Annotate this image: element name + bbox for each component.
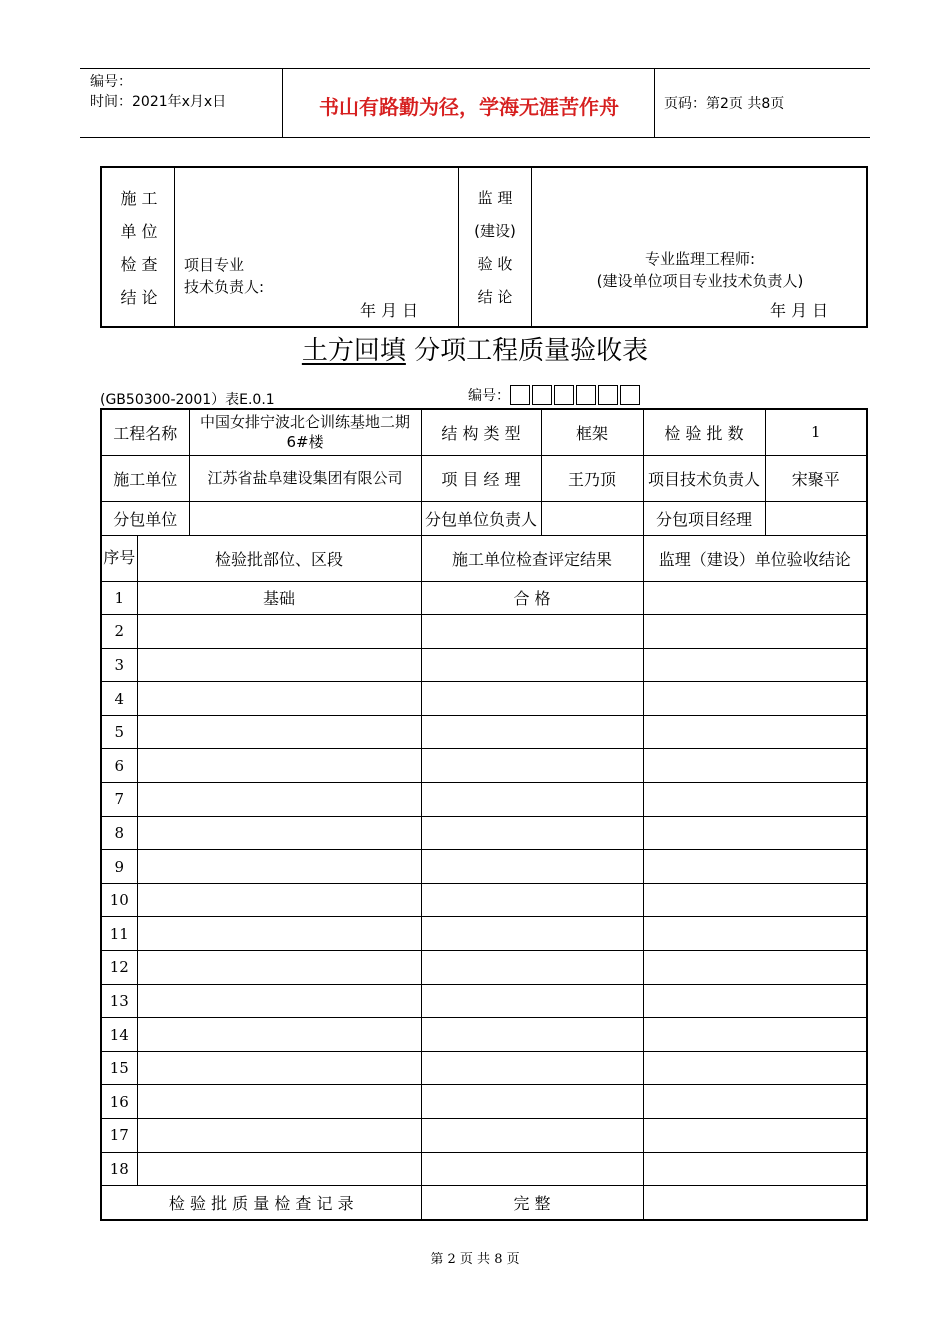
pm-label: 项 目 经 理 [421,455,541,501]
table-row [101,1152,867,1186]
row-result [421,615,643,649]
table-row [101,715,867,749]
row-location [137,1119,421,1153]
row-conclusion [643,850,867,884]
table-row [101,615,867,649]
number-box [510,385,530,405]
row-conclusion [643,648,867,682]
row-number: 10 [101,883,137,917]
contractor-date: 年 月 日 [360,301,419,320]
row-conclusion [643,715,867,749]
row-result [421,1119,643,1153]
table-row [101,1051,867,1085]
batch-count-label: 检 验 批 数 [643,409,765,455]
info-row [101,409,867,455]
table-row [101,883,867,917]
col-seq: 序号 [101,535,137,581]
page-indicator: 页码：第2页 共8页 [664,96,785,112]
table-row [101,783,867,817]
row-location [137,682,421,716]
row-result [421,951,643,985]
table-row [101,917,867,951]
motto: 书山有路勤为径，学海无涯苦作舟 [319,95,619,119]
row-number: 3 [101,648,137,682]
row-number: 5 [101,715,137,749]
inspection-rows [101,581,867,1186]
row-location: 基础 [137,581,421,615]
row-location [137,648,421,682]
project-name-label: 工程名称 [101,409,189,455]
row-result [421,715,643,749]
contractor-heading [104,182,174,314]
row-result [421,1018,643,1052]
row-conclusion [643,783,867,817]
summary-row [101,1186,867,1220]
col-supervisor-result: 监理（建设）单位验收结论 [643,535,867,581]
table-row [101,1119,867,1153]
sub-pm-label: 分包项目经理 [643,501,765,535]
row-conclusion [643,1051,867,1085]
row-result: 合 格 [421,581,643,615]
document-header [80,68,870,138]
supervisor-heading-line: 结 论 [477,288,513,306]
supervisor-signature-label [532,248,868,292]
row-number: 8 [101,816,137,850]
row-location [137,1051,421,1085]
row-conclusion [643,1018,867,1052]
row-conclusion [643,581,867,615]
pm-value: 王乃顶 [541,455,643,501]
row-number: 4 [101,682,137,716]
row-location [137,951,421,985]
tech-lead-value: 宋聚平 [765,455,867,501]
form-number-label: 编号： [468,388,510,404]
sub-value [189,501,421,535]
table-row [101,984,867,1018]
row-number: 18 [101,1152,137,1186]
row-result [421,816,643,850]
row-result [421,1085,643,1119]
row-conclusion [643,749,867,783]
row-result [421,1152,643,1186]
col-location: 检验批部位、区段 [137,535,421,581]
row-conclusion [643,615,867,649]
title-rest: 分项工程质量验收表 [405,336,649,366]
table-row [101,816,867,850]
row-result [421,984,643,1018]
inspection-table [100,408,868,1221]
title-item: 土方回填 [301,336,406,366]
sub-lead-label: 分包单位负责人 [421,501,541,535]
row-result [421,682,643,716]
row-location [137,850,421,884]
row-result [421,648,643,682]
row-location [137,783,421,817]
project-name: 中国女排宁波北仑训练基地二期6#楼 [189,409,421,455]
row-conclusion [643,682,867,716]
table-row [101,581,867,615]
info-row [101,501,867,535]
row-number: 2 [101,615,137,649]
header-left [90,72,226,112]
row-conclusion [643,1119,867,1153]
signoff-table [100,166,868,328]
row-location [137,1018,421,1052]
row-number: 9 [101,850,137,884]
row-result [421,783,643,817]
row-number: 12 [101,951,137,985]
contractor-heading-line: 检 查 [120,255,158,274]
contractor-sign-line1: 项目专业 [184,256,245,274]
row-number: 6 [101,749,137,783]
number-box [598,385,618,405]
row-conclusion [643,1085,867,1119]
row-conclusion [643,883,867,917]
number-box [576,385,596,405]
row-location [137,749,421,783]
summary-conclusion [643,1186,867,1220]
structure-label: 结 构 类 型 [421,409,541,455]
batch-count-value: 1 [765,409,867,455]
table-row [101,648,867,682]
standard-ref: (GB50300-2001）表E.0.1 [100,392,275,408]
row-location [137,917,421,951]
sub-lead-value [541,501,643,535]
row-result [421,917,643,951]
row-conclusion [643,951,867,985]
supervisor-sign-line2: (建设单位项目专业技术负责人) [596,272,804,290]
row-number: 1 [101,581,137,615]
contractor-heading-line: 单 位 [120,222,158,241]
row-number: 15 [101,1051,137,1085]
supervisor-heading-line: 验 收 [477,255,513,273]
sub-label: 分包单位 [101,501,189,535]
summary-value: 完 整 [421,1186,643,1220]
number-box [620,385,640,405]
supervisor-heading-line: 监 理 [477,189,513,207]
contractor-label: 施工单位 [101,455,189,501]
structure-value: 框架 [541,409,643,455]
signoff-divider [174,168,175,328]
form-number [468,385,642,405]
row-number: 13 [101,984,137,1018]
number-box [554,385,574,405]
supervisor-heading [459,182,531,314]
row-result [421,850,643,884]
supervisor-date: 年 月 日 [770,301,829,320]
row-number: 16 [101,1085,137,1119]
row-result [421,749,643,783]
row-location [137,816,421,850]
summary-label: 检 验 批 质 量 检 查 记 录 [101,1186,421,1220]
row-number: 7 [101,783,137,817]
row-conclusion [643,1152,867,1186]
column-header-row [101,535,867,581]
row-conclusion [643,984,867,1018]
supervisor-sign-line1: 专业监理工程师: [644,250,756,268]
row-conclusion [643,816,867,850]
tech-lead-label: 项目技术负责人 [643,455,765,501]
table-row [101,1018,867,1052]
row-result [421,1051,643,1085]
row-location [137,1152,421,1186]
supervisor-heading-line: (建设) [474,222,516,240]
info-row [101,455,867,501]
row-location [137,984,421,1018]
table-row [101,850,867,884]
table-row [101,951,867,985]
row-location [137,715,421,749]
contractor-sign-line2: 技术负责人: [184,278,265,296]
contractor-heading-line: 结 论 [120,288,158,307]
row-location [137,883,421,917]
sub-pm-value [765,501,867,535]
contractor-signature-label [184,254,264,298]
row-number: 17 [101,1119,137,1153]
table-row [101,1085,867,1119]
time-label: 时间：2021年x月x日 [90,94,227,110]
number-box [532,385,552,405]
row-location [137,1085,421,1119]
page-title [0,330,950,367]
row-number: 11 [101,917,137,951]
page-footer: 第 2 页 共 8 页 [430,1252,520,1267]
header-divider [654,69,655,137]
row-result [421,883,643,917]
row-conclusion [643,917,867,951]
contractor-value: 江苏省盐阜建设集团有限公司 [189,455,421,501]
contractor-heading-line: 施 工 [120,189,158,208]
row-number: 14 [101,1018,137,1052]
row-location [137,615,421,649]
col-contractor-result: 施工单位检查评定结果 [421,535,643,581]
table-row [101,749,867,783]
table-row [101,682,867,716]
number-label: 编号： [90,74,132,90]
